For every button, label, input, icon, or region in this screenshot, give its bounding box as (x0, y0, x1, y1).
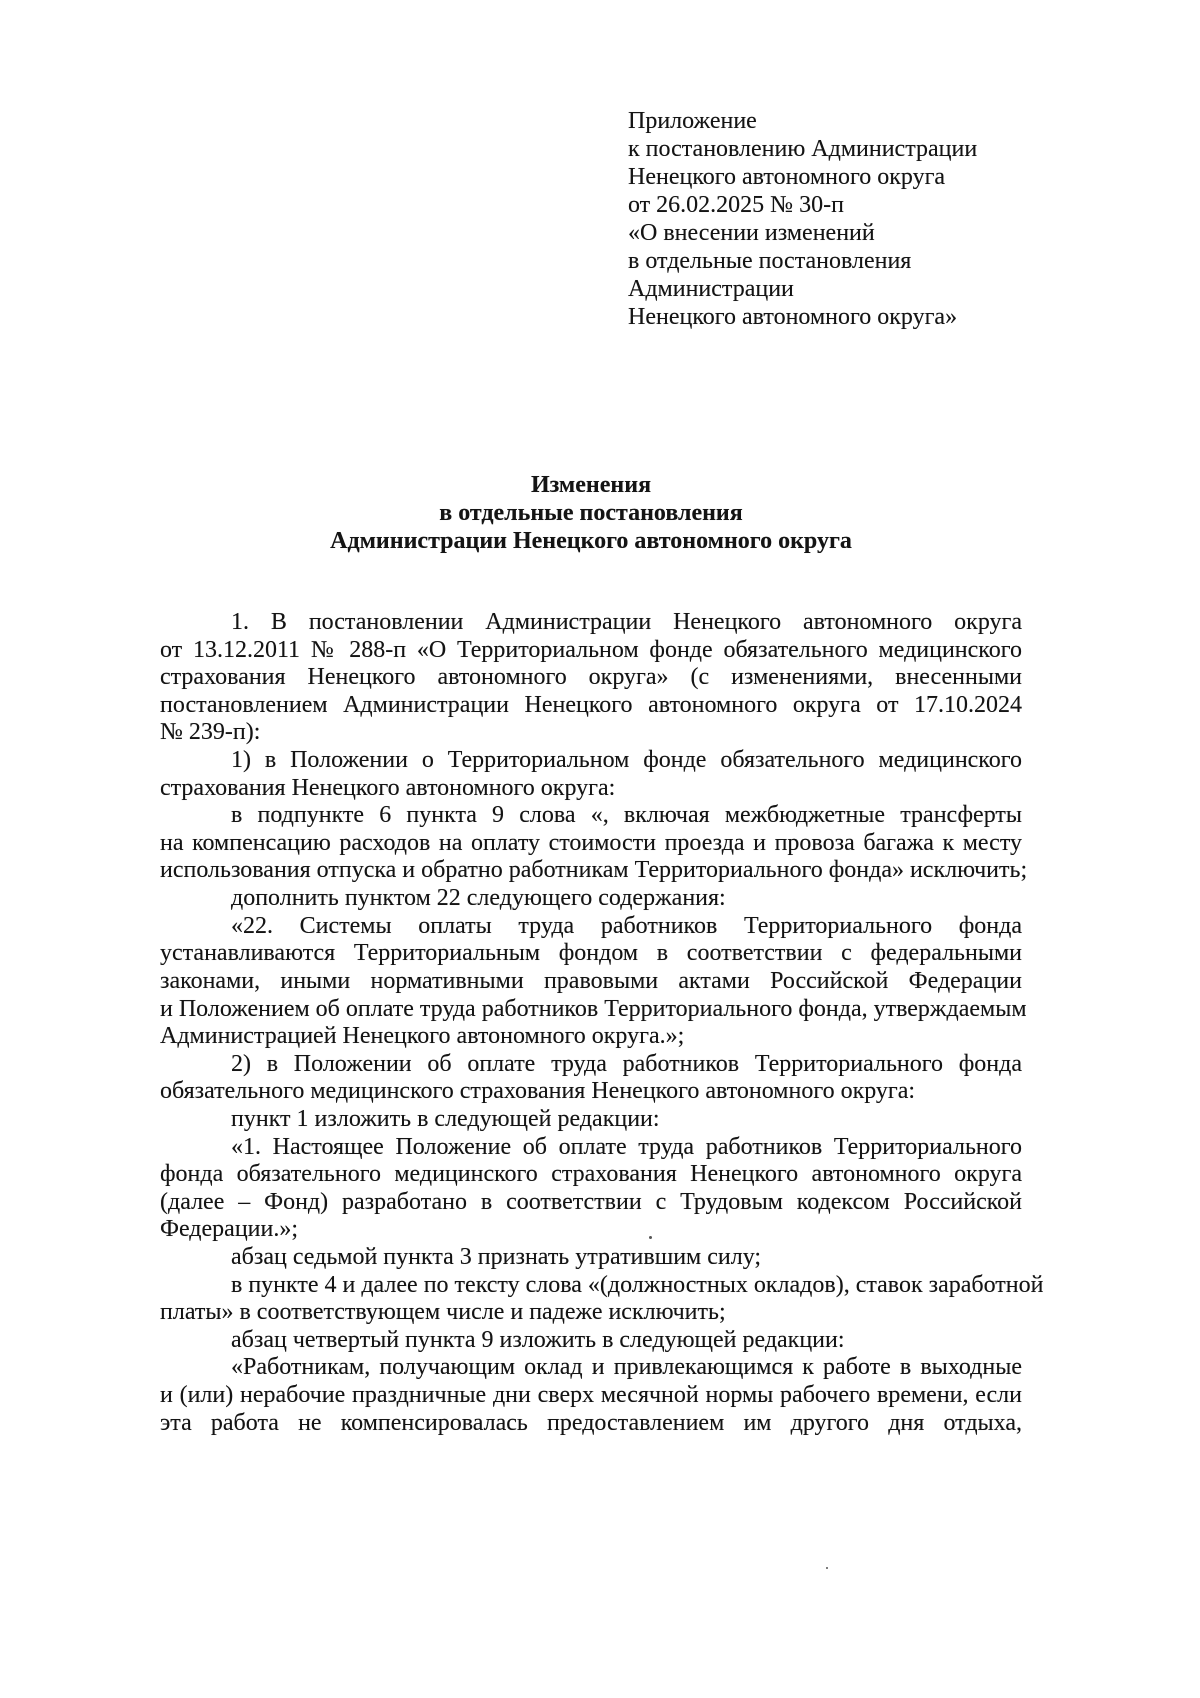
appendix-header-line: в отдельные постановления (628, 248, 912, 274)
document-body (160, 609, 1044, 1437)
text-line: и (или) нерабочие праздничные дни сверх месячной нормы рабочего времени, если (160, 1382, 1022, 1409)
text-line: от 13.12.2011 № 288-п «О Территориальном фонде обязательного медицинского (160, 636, 1022, 663)
title-line: Изменения (530, 472, 652, 498)
appendix-header-line: от 26.02.2025 № 30-п (628, 192, 844, 218)
text-line: фонда обязательного медицинского страхования Ненецкого автономного округа (160, 1161, 1022, 1188)
paragraph (160, 1134, 1022, 1244)
text-line: страхования Ненецкого автономного округа» (с изменениями, внесенными (160, 664, 1022, 691)
paragraph (160, 885, 1022, 913)
text-line: постановлением Администрации Ненецкого автономного округа от 17.10.2024 (160, 691, 1022, 718)
paragraph (160, 802, 1028, 885)
text-line: использования отпуска и обратно работникам Территориального фонда» исключить; (160, 857, 1028, 884)
text-line: дополнить пунктом 22 следующего содержания: (231, 885, 726, 912)
paragraph (160, 1106, 1022, 1134)
paragraph (160, 1271, 1044, 1327)
text-line: «Работникам, получающим оклад и привлекающимся к работе в выходные (231, 1354, 1022, 1381)
paragraph (160, 1327, 1022, 1355)
text-line: Федерации.»; (160, 1216, 299, 1243)
appendix-header-line: Администрации (628, 276, 794, 302)
text-line: абзац седьмой пункта 3 признать утратившим силу; (231, 1244, 762, 1271)
text-line: пункт 1 изложить в следующей редакции: (231, 1105, 660, 1132)
scan-speck (826, 1567, 828, 1569)
text-line: «1. Настоящее Положение об оплате труда работников Территориального (231, 1133, 1022, 1160)
text-line: Администрацией Ненецкого автономного округа.»; (160, 1023, 685, 1050)
text-line: абзац четвертый пункта 9 изложить в следующей редакции: (231, 1326, 845, 1353)
paragraph (160, 1244, 1022, 1272)
document-title (160, 471, 1022, 555)
title-line: в отдельные постановления (439, 500, 743, 526)
text-line: 2) в Положении об оплате труда работников Территориального фонда (231, 1050, 1022, 1077)
text-line: в подпункте 6 пункта 9 слова «, включая межбюджетные трансферты (231, 802, 1022, 829)
text-line: 1) в Положении о Территориальном фонде обязательного медицинского (231, 747, 1022, 774)
text-line: эта работа не компенсировалась предоставлением им другого дня отдыха, (160, 1409, 1022, 1436)
paragraph (160, 609, 1022, 747)
text-line: и Положением об оплате труда работников Территориального фонда, утверждаемым (160, 995, 1027, 1022)
appendix-header-line: Приложение (628, 108, 757, 134)
text-line: устанавливаются Территориальным фондом в соответствии с федеральными (160, 940, 1022, 967)
paragraph (160, 912, 1027, 1051)
paragraph (160, 747, 1022, 802)
appendix-header-line: «О внесении изменений (628, 220, 875, 246)
appendix-header-line: Ненецкого автономного округа (628, 164, 946, 190)
text-line: законами, иными нормативными правовыми актами Российской Федерации (160, 967, 1022, 994)
text-line: страхования Ненецкого автономного округа: (160, 774, 616, 801)
text-line: 1. В постановлении Администрации Ненецкого автономного округа (231, 609, 1022, 635)
appendix-header-line: Ненецкого автономного округа» (628, 304, 958, 330)
paragraph (160, 1354, 1022, 1437)
text-line: «22. Системы оплаты труда работников Территориального фонда (231, 912, 1022, 939)
appendix-header (628, 107, 977, 331)
text-line: на компенсацию расходов на оплату стоимости проезда и провоза багажа к месту (160, 829, 1022, 856)
text-line: обязательного медицинского страхования Ненецкого автономного округа: (160, 1078, 916, 1105)
text-line: № 239-п): (160, 719, 261, 746)
appendix-header-line: к постановлению Администрации (628, 136, 978, 162)
text-line: в пункте 4 и далее по тексту слова «(должностных окладов), ставок заработной (231, 1271, 1044, 1298)
text-line: (далее – Фонд) разработано в соответствии с Трудовым кодексом Российской (160, 1188, 1022, 1215)
scan-speck (649, 1236, 652, 1239)
title-line: Администрации Ненецкого автономного округа (330, 528, 852, 554)
text-line: платы» в соответствующем числе и падеже исключить; (160, 1299, 726, 1326)
paragraph (160, 1051, 1022, 1106)
